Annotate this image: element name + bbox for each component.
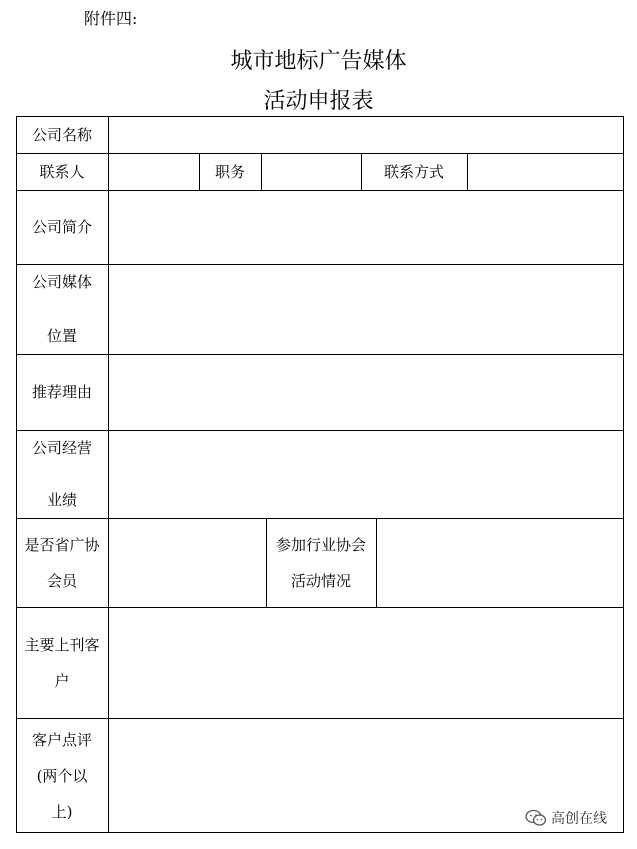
contact-person-label: 联系人 [39, 162, 85, 181]
media-location-label [16, 264, 108, 354]
position-field[interactable] [262, 154, 361, 190]
company-intro-label: 公司简介 [31, 218, 92, 236]
contact-method-label: 联系方式 [383, 162, 444, 181]
client-review-label [16, 718, 108, 833]
media-location-label-line1: 公司媒体 [31, 273, 92, 291]
member-label-line2: 会员 [46, 571, 77, 590]
performance-label-line1: 公司经营 [31, 439, 92, 457]
position-label: 职务 [214, 162, 245, 181]
client-review-label-line3: 上) [51, 802, 73, 821]
media-location-label-line2: 位置 [46, 327, 77, 345]
contact-person-field[interactable] [109, 154, 199, 190]
member-label [16, 518, 108, 607]
main-clients-label-line1: 主要上刊客 [24, 635, 100, 654]
company-name-label: 公司名称 [31, 125, 92, 144]
main-clients-label [16, 607, 108, 718]
activity-label-line2: 活动情况 [290, 571, 351, 590]
performance-label-line2: 业绩 [46, 491, 77, 509]
watermark-text: 高创在线 [551, 810, 607, 826]
client-review-label-line1: 客户点评 [31, 730, 92, 749]
client-review-label-line2: (两个以 [36, 766, 88, 785]
attachment-label: 附件四: [84, 9, 138, 28]
watermark [525, 808, 607, 828]
form-title-line2: 活动申报表 [263, 89, 374, 114]
company-intro-field[interactable] [109, 191, 623, 264]
activity-field[interactable] [377, 519, 623, 607]
form-title-line1: 城市地标广告媒体 [230, 49, 407, 74]
wechat-icon [525, 809, 547, 827]
recommend-reason-label: 推荐理由 [31, 383, 92, 401]
company-name-field[interactable] [109, 117, 623, 153]
performance-field[interactable] [109, 431, 623, 518]
media-location-field[interactable] [109, 265, 623, 354]
performance-label [16, 430, 108, 518]
contact-method-field[interactable] [468, 154, 623, 190]
member-field[interactable] [109, 519, 266, 607]
activity-label-line1: 参加行业协会 [275, 535, 366, 554]
main-clients-field[interactable] [109, 608, 623, 718]
recommend-reason-field[interactable] [109, 355, 623, 430]
activity-label [266, 518, 376, 607]
member-label-line1: 是否省广协 [24, 535, 100, 554]
main-clients-label-line2: 户 [54, 671, 70, 690]
